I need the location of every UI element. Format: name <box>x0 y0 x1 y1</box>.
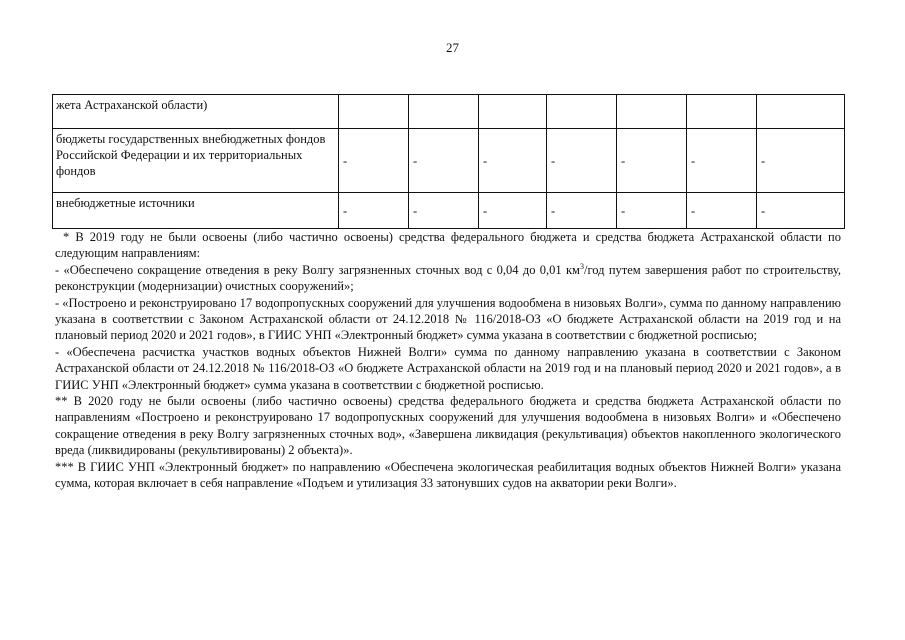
footnote-2019: * В 2019 году не были освоены (либо частично освоены) средства федерального бюджета и средства бюджета Астраханской области по следующим направлениям: <box>55 230 841 261</box>
table-cell: - <box>339 129 409 193</box>
table-cell: - <box>409 129 479 193</box>
table-row <box>53 129 845 193</box>
table-cell: - <box>617 193 687 229</box>
footnote-electronic-budget: *** В ГИИС УНП «Электронный бюджет» по направлению «Обеспечена экологическая реабилитация водных объектов Нижней Волги» указана сумма, которая включает в себя направление «Подъем и утилизация 33 затонувших судов на акватории реки Волги». <box>55 459 841 491</box>
table-cell <box>547 95 617 129</box>
table-cell: - <box>547 193 617 229</box>
table-cell: - <box>479 129 547 193</box>
table-cell: - <box>339 193 409 229</box>
table-cell <box>687 95 757 129</box>
table-cell <box>757 95 845 129</box>
footnote-item-culverts: - «Построено и реконструировано 17 водопропускных сооружений для улучшения водообмена в низовьях Волги», сумма по данному направлению указана в соответствии с Законом Астраханской области от 24.12.2018 № 116/2018-ОЗ «О бюджете Астраханской области на 2019 год и на плановый период 2020 и 2021 годов», в ГИИС УНП «Электронный бюджет» сумма указана в соответствии с бюджетной росписью; <box>55 295 841 343</box>
table-cell <box>617 95 687 129</box>
table-cell: - <box>617 129 687 193</box>
table-cell <box>409 95 479 129</box>
table-cell: - <box>547 129 617 193</box>
table-cell: - <box>687 193 757 229</box>
table-cell: - <box>757 129 845 193</box>
table-cell: - <box>479 193 547 229</box>
table-row <box>53 95 845 129</box>
table-row <box>53 193 845 229</box>
footnotes <box>55 229 841 492</box>
table-cell: - <box>409 193 479 229</box>
row-label: бюджеты государственных внебюджетных фондов Российской Федерации и их территориальных фондов <box>53 129 339 193</box>
table-cell: - <box>687 129 757 193</box>
footnote-item-clearing: - «Обеспечена расчистка участков водных объектов Нижней Волги» сумма по данному направлению указана в соответствии с Законом Астраханской области от 24.12.2018 № 116/2018-ОЗ «О бюджете Астраханской области на 2019 год и на плановый период 2020 и 2021 годов», а в ГИИС УНП «Электронный бюджет» сумма указана в соответствии с бюджетной росписью. <box>55 344 841 392</box>
row-label: жета Астраханской области) <box>53 95 339 129</box>
table-cell <box>479 95 547 129</box>
row-label: внебюджетные источники <box>53 193 339 229</box>
page-number: 27 <box>446 40 459 55</box>
table-cell: - <box>757 193 845 229</box>
footnote-2020: ** В 2020 году не были освоены (либо частично освоены) средства федерального бюджета и средства бюджета Астраханской области по направлениям «Построено и реконструировано 17 водопропускных сооружений для улучшения водообмена в низовьях Волги» и «Обеспечено сокращение отведения в реку Волгу загрязненных сточных вод», «Завершена ликвидация (рекультивация) объектов накопленного экологического вреда (ликвидированы (рекультивированы) 2 объекта)». <box>55 394 841 458</box>
footnote-item-wastewater: - «Обеспечено сокращение отведения в реку Волгу загрязненных сточных вод с 0,04 до 0,01 $км^3$/год путем завершения работ по строительству, реконструкции (модернизации) очистных сооружений»; <box>55 261 841 294</box>
table-cell <box>339 95 409 129</box>
funding-table <box>52 94 845 229</box>
